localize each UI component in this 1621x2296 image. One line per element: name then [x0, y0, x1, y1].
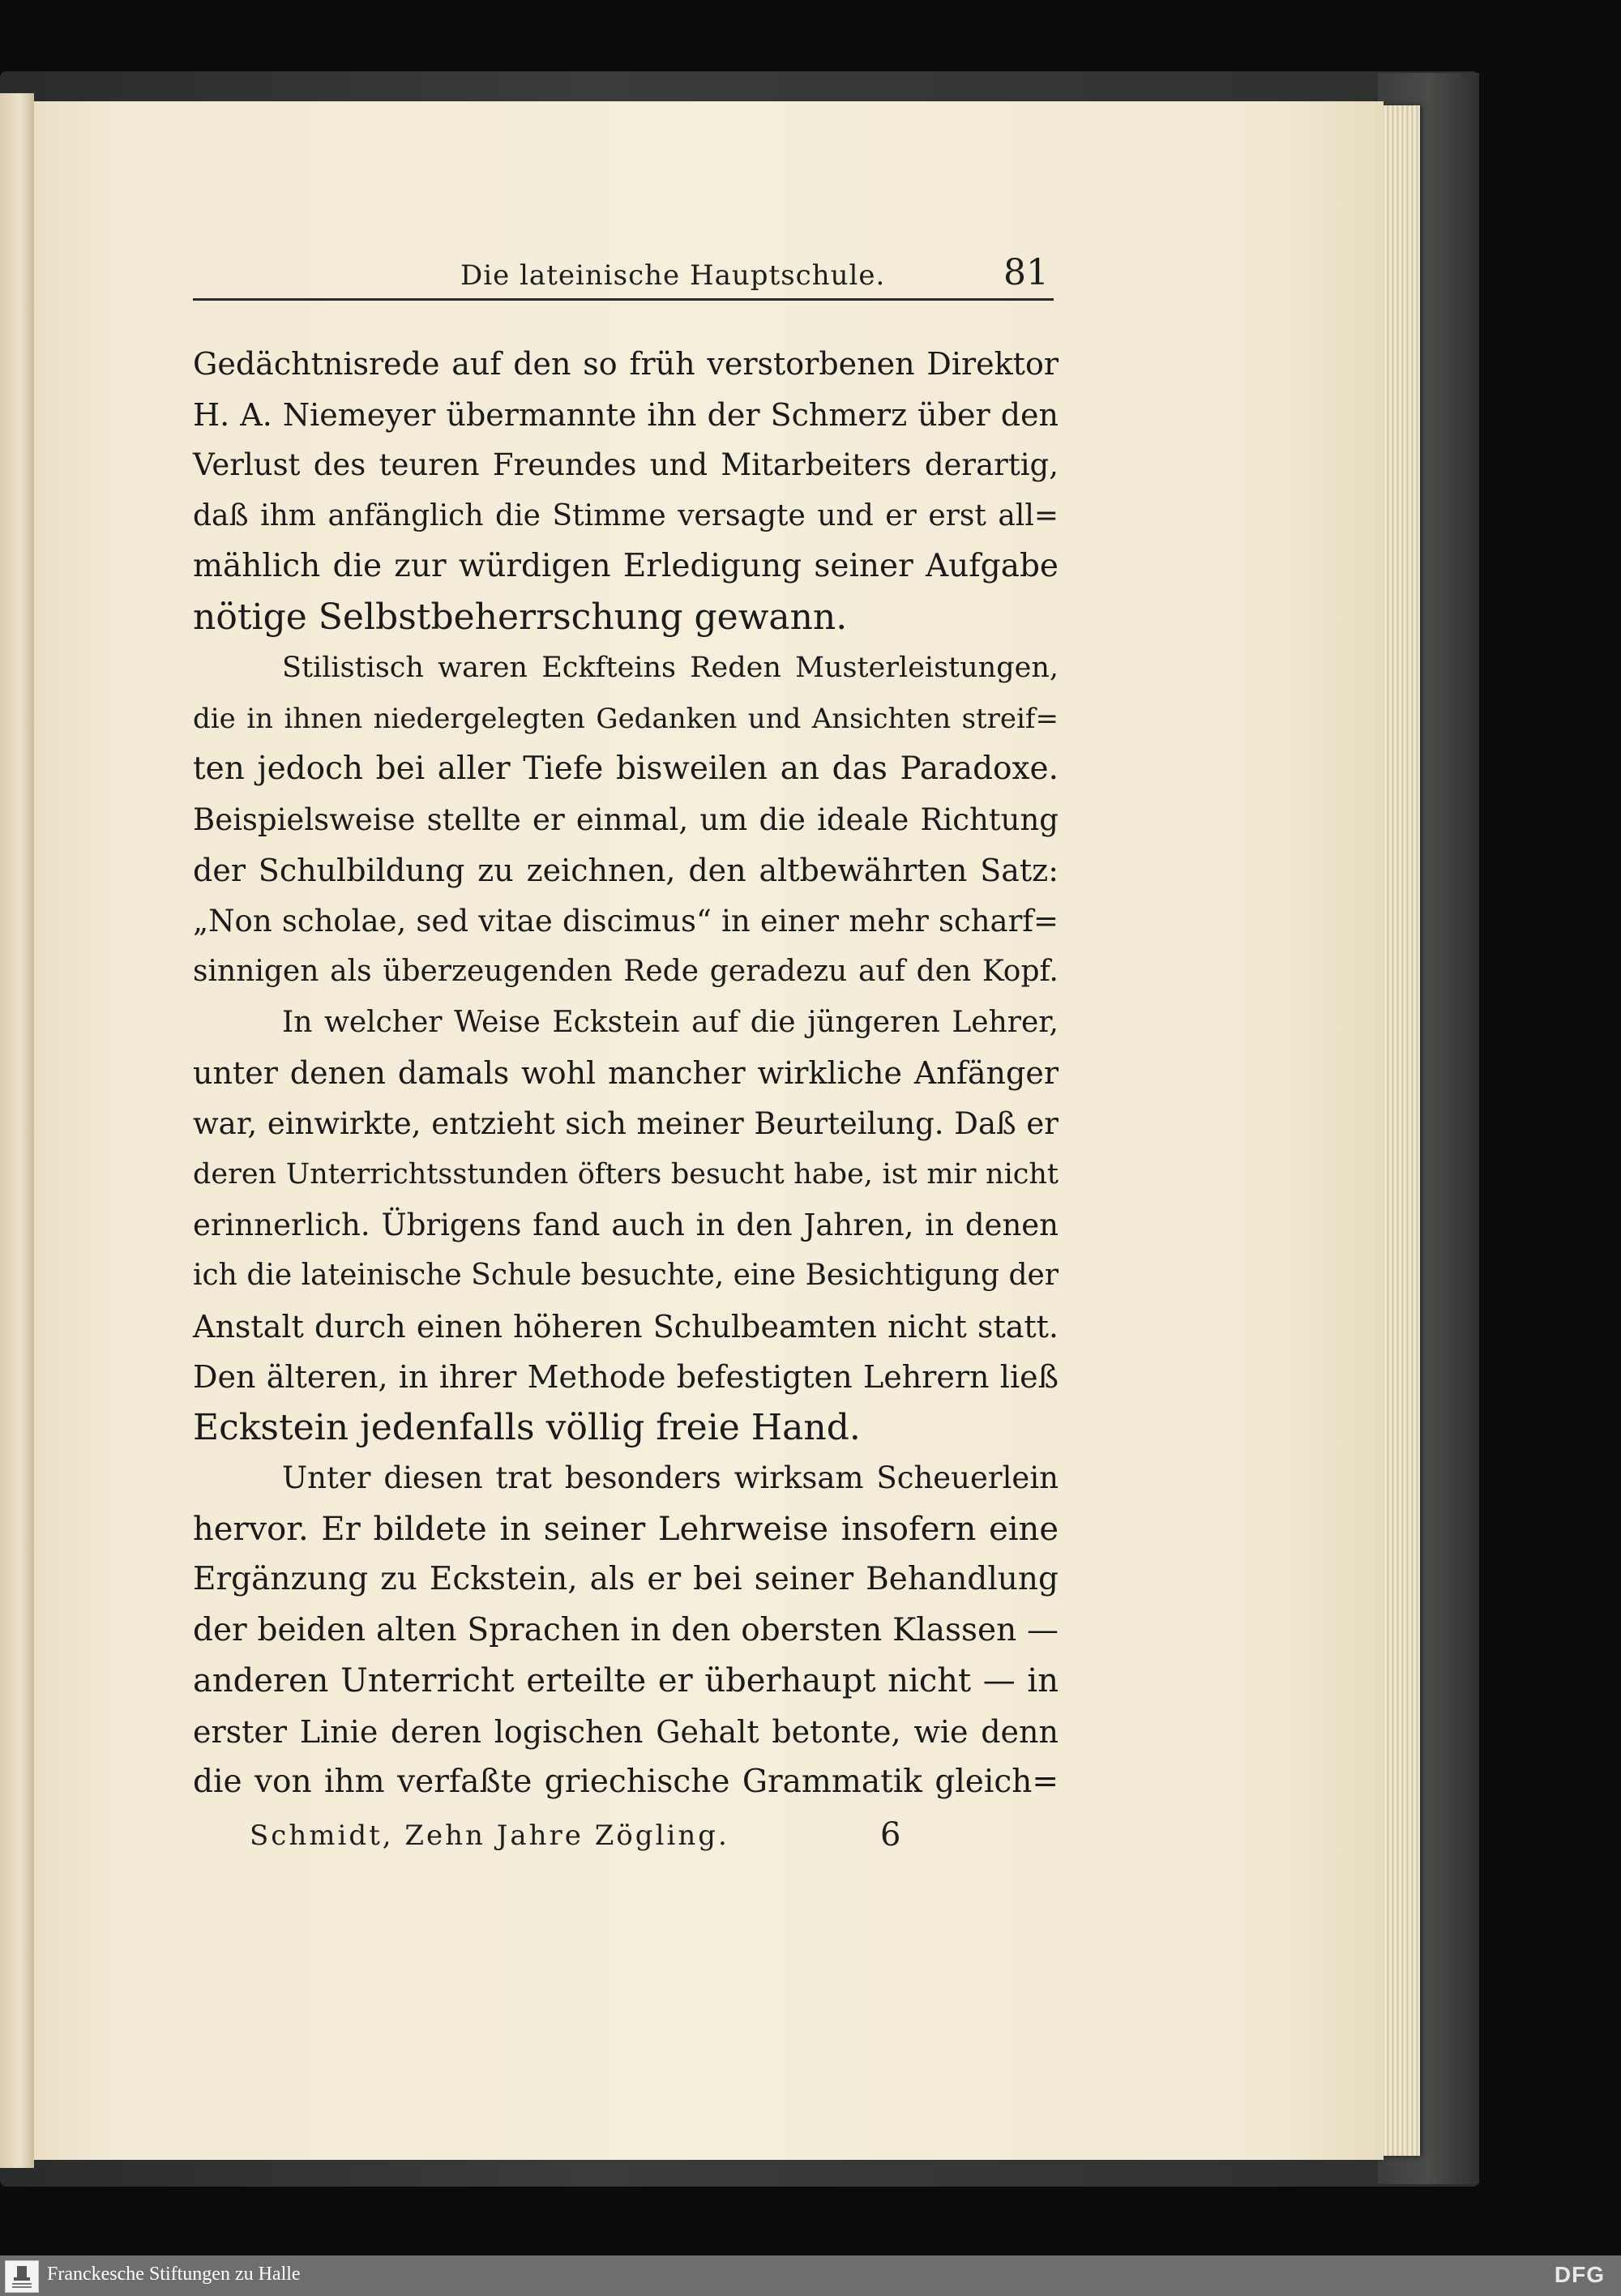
text-line: Beispielsweise stellte er einmal, um die ideale Richtung [193, 802, 1059, 837]
institution-name: Franckesche Stiftungen zu Halle [47, 2264, 301, 2285]
text-line: In welcher Weise Eckstein auf die jüngeren Lehrer, [282, 1005, 1059, 1039]
text-line: Stilistisch waren Eckfteins Reden Musterleistungen, [282, 652, 1059, 684]
text-line: ten jedoch bei aller Tiefe bisweilen an das Paradoxe. [193, 750, 1059, 787]
body-text [193, 339, 1059, 1808]
running-title: Die lateinische Hauptschule. [460, 259, 886, 292]
text-line: Gedächtnisrede auf den so früh verstorbenen Direktor [193, 346, 1059, 382]
viewer-bottom-bar [0, 2255, 1621, 2296]
text-line: Ergänzung zu Eckstein, als er bei seiner Behandlung [193, 1561, 1059, 1597]
text-line: nötige Selbstbeherrschung gewann. [193, 596, 848, 638]
text-line: unter denen damals wohl mancher wirkliche Anfänger [193, 1055, 1059, 1091]
text-line: Anstalt durch einen höheren Schulbeamten nicht statt. [193, 1308, 1059, 1345]
institution-logo-icon [5, 2260, 39, 2293]
text-line: daß ihm anfänglich die Stimme versagte und er erst all= [193, 498, 1059, 532]
text-line: der beiden alten Sprachen in den obersten Klassen — [193, 1611, 1059, 1648]
text-line: die in ihnen niedergelegten Gedanken und Ansichten streif= [193, 702, 1059, 735]
text-line: die von ihm verfaßte griechische Grammatik gleich= [193, 1764, 1059, 1800]
text-line: war, einwirkte, entzieht sich meiner Beurteilung. Daß er [193, 1105, 1059, 1141]
previous-page-edge [0, 93, 34, 2168]
printer-signature: Schmidt, Zehn Jahre Zögling. [250, 1819, 729, 1852]
text-line: Verlust des teuren Freundes und Mitarbeiters derartig, [193, 447, 1059, 482]
text-line: erster Linie deren logischen Gehalt betonte, wie denn [193, 1713, 1059, 1750]
text-line: sinnigen als überzeugenden Rede geradezu auf den Kopf. [193, 955, 1059, 988]
running-head [193, 250, 1054, 301]
dfg-logo: DFG [1554, 2262, 1605, 2287]
text-line: ich die lateinische Schule besuchte, eine Besichtigung der [193, 1259, 1059, 1292]
text-line: deren Unterrichtsstunden öfters besucht habe, ist mir nicht [193, 1158, 1059, 1191]
text-line: der Schulbildung zu zeichnen, den altbewährten Satz: [193, 853, 1059, 888]
page-footer [193, 1816, 1059, 1860]
text-line: „Non scholae, sed vitae discimus“ in einer mehr scharf= [193, 903, 1059, 938]
text-line: erinnerlich. Übrigens fand auch in den Jahren, in denen [193, 1207, 1059, 1242]
text-line: hervor. Er bildete in seiner Lehrweise insofern eine [193, 1510, 1059, 1548]
text-line: Unter diesen trat besonders wirksam Scheuerlein [282, 1460, 1059, 1495]
text-line: Eckstein jedenfalls völlig freie Hand. [193, 1406, 861, 1448]
text-line: anderen Unterricht erteilte er überhaupt nicht — in [193, 1662, 1059, 1700]
signature-mark: 6 [880, 1816, 901, 1853]
text-line: Den älteren, in ihrer Methode befestigten Lehrern ließ [193, 1359, 1059, 1395]
page-number: 81 [1003, 252, 1049, 293]
text-line: H. A. Niemeyer übermannte ihn der Schmerz über den [193, 396, 1059, 433]
text-line: mählich die zur würdigen Erledigung seiner Aufgabe [193, 548, 1059, 584]
